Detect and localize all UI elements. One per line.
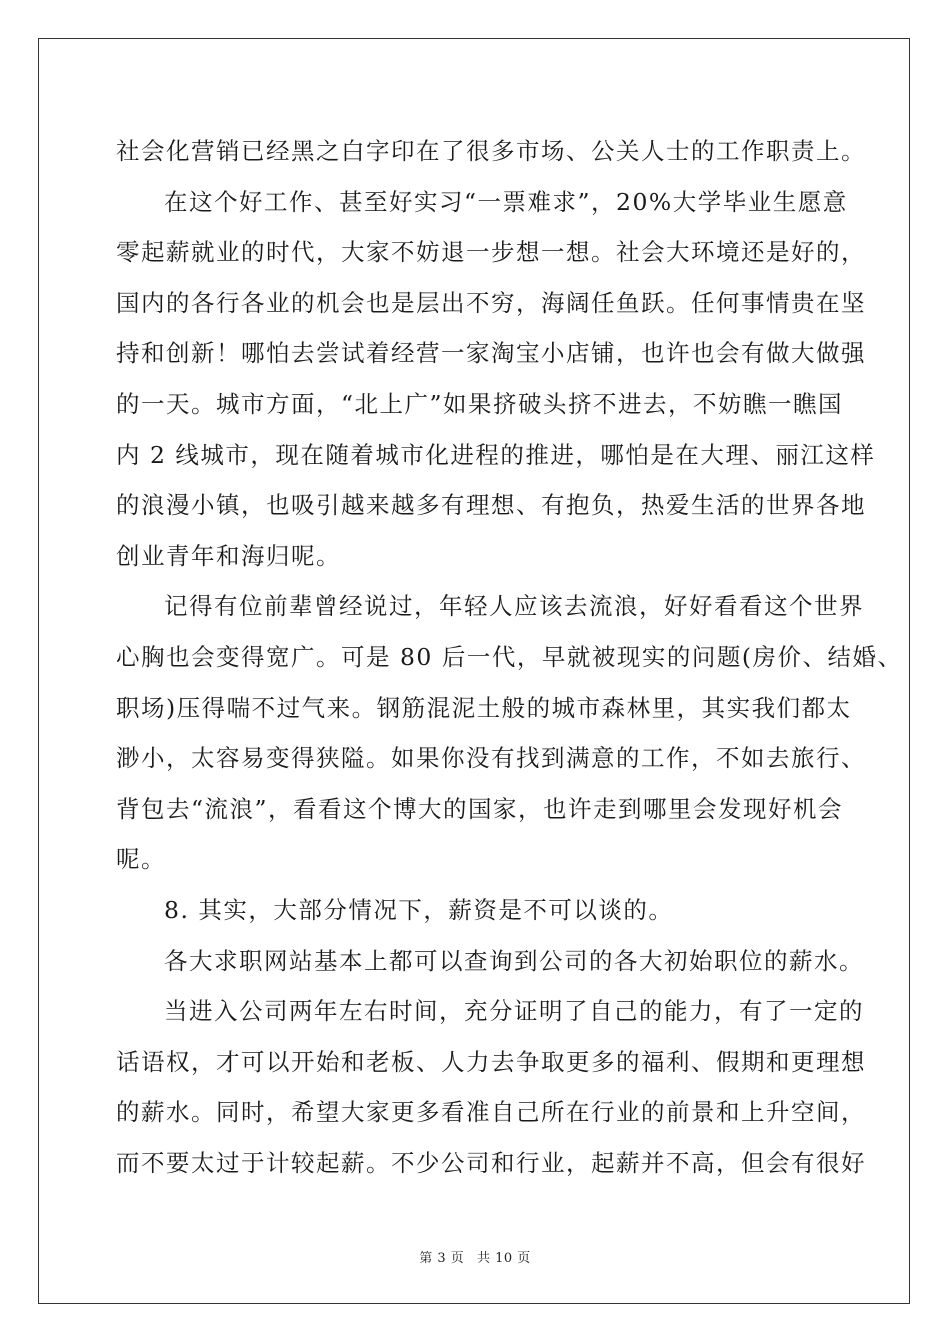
text-line: 社会化营销已经黑之白字印在了很多市场、公关人士的工作职责上。 [116,137,866,165]
text-line: 国内的各行各业的机会也是层出不穷，海阔任鱼跃。任何事情贵在坚 [116,288,866,317]
document-body [116,126,903,1188]
text-line: 当进入公司两年左右时间，充分证明了自己的能力，有了一定的 [164,997,864,1026]
page-number: 第 3 页 [419,1251,465,1266]
text-line: 零起薪就业的时代，大家不妨退一步想一想。社会大环境还是好的， [116,238,866,267]
text-line: 记得有位前辈曾经说过，年轻人应该去流浪，好好看看这个世界 [164,592,864,621]
text-line: 在这个好工作、甚至好实习“一票难求”，20%大学毕业生愿意 [164,187,848,216]
text-line: 而不要太过于计较起薪。不少公司和行业，起薪并不高，但会有很好 [116,1148,866,1177]
text-line: 内 2 线城市，现在随着城市化进程的推进，哪怕是在大理、丽江这样 [116,440,876,469]
text-line: 各大求职网站基本上都可以查询到公司的各大初始职位的薪水。 [164,946,864,975]
total-pages: 共 10 页 [476,1251,531,1266]
text-line: 话语权，才可以开始和老板、人力去争取更多的福利、假期和更理想 [116,1047,866,1076]
text-line: 渺小，太容易变得狭隘。如果你没有找到满意的工作，不如去旅行、 [116,744,866,773]
text-line: 的一天。城市方面，“北上广”如果挤破头挤不进去，不妨瞧一瞧国 [116,389,844,418]
page-footer [0,1247,950,1266]
text-line: 职场)压得喘不过气来。钢筋混泥土般的城市森林里，其实我们都太 [116,693,852,722]
text-line: 持和创新！哪怕去尝试着经营一家淘宝小店铺，也许也会有做大做强 [116,339,866,368]
text-line: 呢。 [116,845,166,874]
text-line: 创业青年和海归呢。 [116,541,341,570]
text-line: 的薪水。同时，希望大家更多看准自己所在行业的前景和上升空间， [116,1098,866,1127]
text-line: 心胸也会变得宽广。可是 80 后一代，早就被现实的问题(房价、结婚、 [116,642,903,671]
text-line: 的浪漫小镇，也吸引越来越多有理想、有抱负，热爱生活的世界各地 [116,491,866,520]
text-line: 背包去“流浪”，看看这个博大的国家，也许走到哪里会发现好机会 [116,794,844,823]
text-line: 8. 其实，大部分情况下，薪资是不可以谈的。 [164,895,674,924]
